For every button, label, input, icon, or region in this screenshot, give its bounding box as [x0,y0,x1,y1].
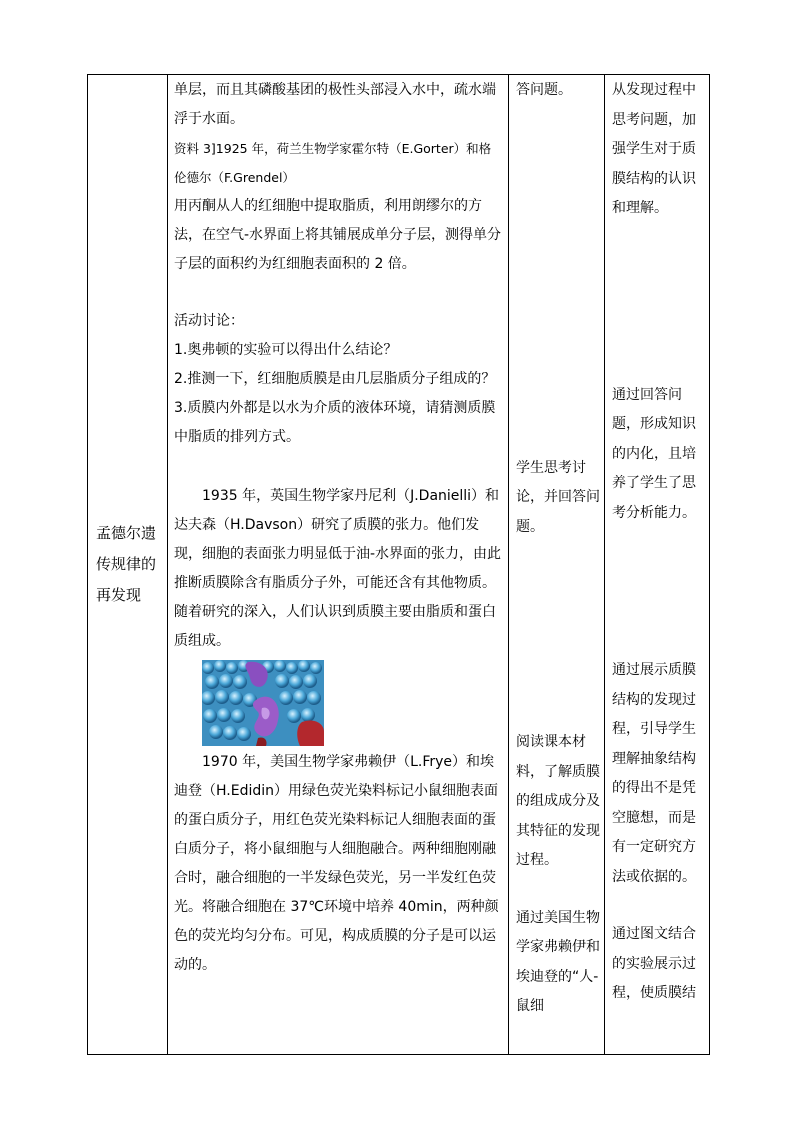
design-intent-2: 通过回答问题，形成知识的内化，且培养了学生了思考分析能力。 [612,386,696,521]
design-intent-3: 通过展示质膜结构的发现过程，引导学生理解抽象结构的得出不是凭空臆想，而是有一定研究方法或依据的。 [612,662,696,885]
material-3-body: 用丙酮从人的红细胞中提取脂质，利用朗缪尔的方法，在空气-水界面上将其铺展成单分子层，测得单分子层的面积约为红细胞表面积的 2 倍。 [174,198,502,272]
student-activity-2: 学生思考讨论，并回答问题。 [516,459,600,535]
student-activity-1: 答问题。 [516,82,572,98]
student-activity-3: 阅读课本材料，了解质膜的组成成分及其特征的发现过程。 [516,734,600,868]
section-title: 孟德尔遗传规律的再发现 [96,524,157,604]
lesson-table [87,74,710,1055]
material-paragraph-1: 单层，而且其磷酸基团的极性头部浸入水中，疏水端浮于水面。 [174,82,496,127]
content-cell [168,75,509,1055]
student-activity-cell [509,75,605,1055]
design-intent-cell [605,75,710,1055]
material-3-heading: 资料 3]1925 年，荷兰生物学家霍尔特（E.Gorter）和格伦德尔（F.Grendel） [174,141,492,185]
table-row [88,75,710,1055]
danielli-paragraph: 1935 年，英国生物学家丹尼利（J.Danielli）和达夫森（H.Davson）研究了质膜的张力。他们发现，细胞的表面张力明显低于油-水界面的张力，由此推断质膜除含有脂质分子外，可能还含有其他物质。随着研究的深入，人们认识到质膜主要由脂质和蛋白质组成。 [174,488,502,649]
question-2: 2.推测一下，红细胞质膜是由几层脂质分子组成的？ [174,371,496,387]
frye-edidin-paragraph: 1970 年，美国生物学家弗赖伊（L.Frye）和埃迪登（H.Edidin）用绿色荧光染料标记小鼠细胞表面的蛋白质分子，用红色荧光染料标记人细胞表面的蛋白质分子，将小鼠细胞与人细胞融合。两种细胞刚融合时，融合细胞的一半发绿色荧光，另一半发红色荧光。将融合细胞在 37℃环境中培养 40min，两种颜色的荧光均匀分布。可见，构成质膜的分子是可以运动的。 [174,754,499,973]
discussion-title: 活动讨论： [174,313,244,329]
design-intent-1: 从发现过程中思考问题，加强学生对于质膜结构的认识和理解。 [612,82,696,216]
student-activity-4: 通过美国生物学家弗赖伊和埃迪登的“人-鼠细 [516,909,600,1014]
membrane-illustration [202,660,324,746]
membrane-structure-image [202,660,324,746]
question-1: 1.奥弗顿的实验可以得出什么结论？ [174,342,398,358]
design-intent-4: 通过图文结合的实验展示过程，使质膜结 [612,926,696,1001]
question-3: 3.质膜内外都是以水为介质的液体环境，请猜测质膜中脂质的排列方式。 [174,400,496,445]
section-cell [88,75,168,1055]
